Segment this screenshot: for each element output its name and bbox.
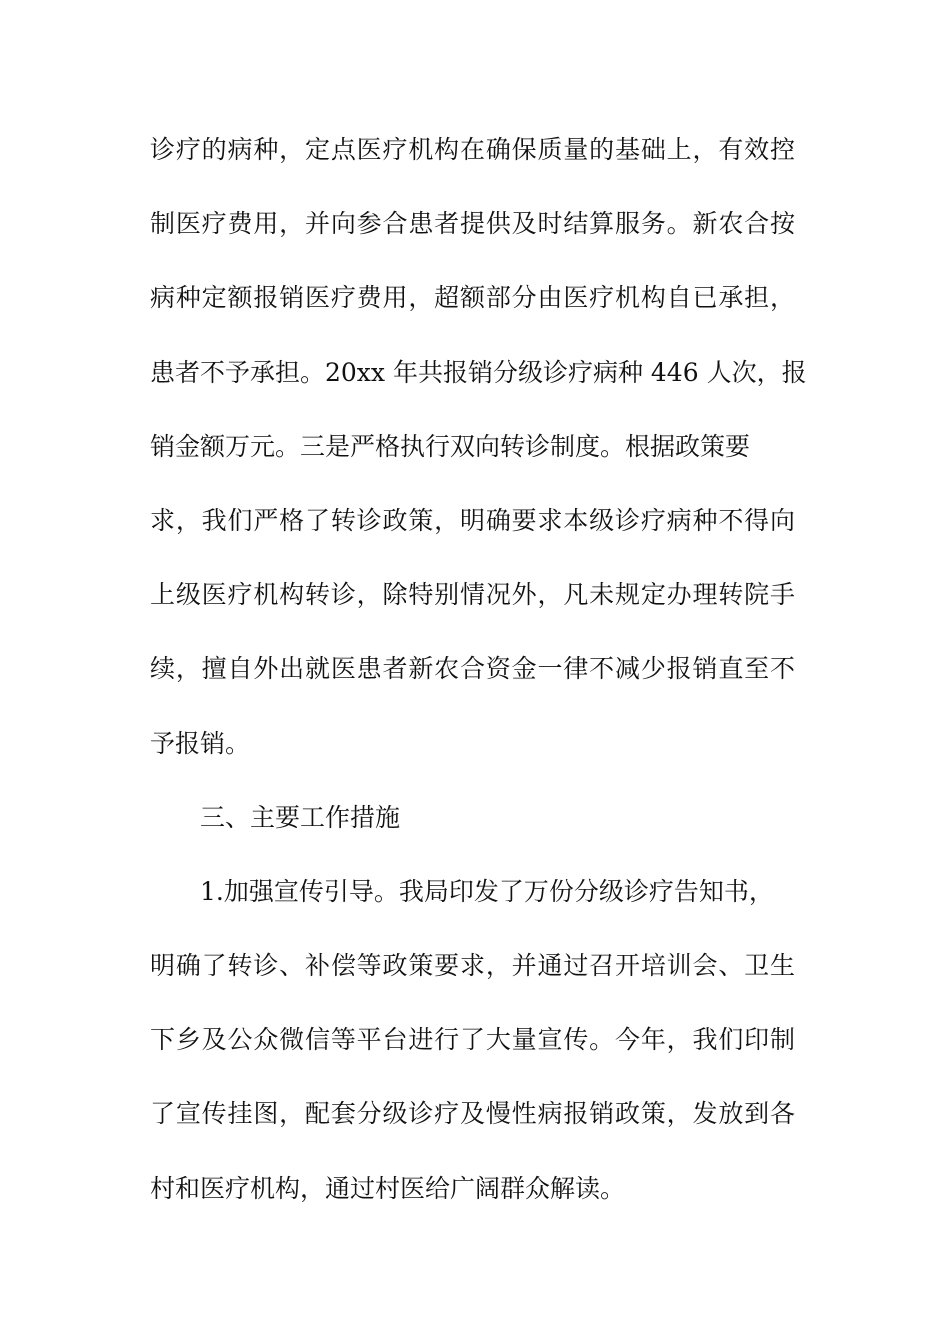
text-line: 下乡及公众微信等平台进行了大量宣传。今年，我们印制 <box>150 1025 795 1055</box>
text-line: 制医疗费用，并向参合患者提供及时结算服务。新农合按 <box>150 209 795 239</box>
text-line: 明确了转诊、补偿等政策要求，并通过召开培训会、卫生 <box>150 951 795 981</box>
text-line: 病种定额报销医疗费用，超额部分由医疗机构自已承担， <box>150 283 795 313</box>
text-line: 予报销。 <box>150 728 251 758</box>
text-line: 续，擅自外出就医患者新农合资金一律不减少报销直至不 <box>150 654 795 684</box>
text-line: 村和医疗机构，通过村医给广阔群众解读。 <box>150 1173 626 1203</box>
text-line: 诊疗的病种，定点医疗机构在确保质量的基础上，有效控 <box>150 135 795 164</box>
text-line: 了宣传挂图，配套分级诊疗及慢性病报销政策，发放到各 <box>150 1099 795 1129</box>
document-body <box>150 122 807 1235</box>
section-heading: 三、主要工作措施 <box>200 802 401 832</box>
text-line: 患者不予承担。20xx 年共报销分级诊疗病种 446 人次，报 <box>150 357 807 387</box>
text-line: 求，我们严格了转诊政策，明确要求本级诊疗病种不得向 <box>150 505 795 535</box>
text-line: 1.加强宣传引导。我局印发了万份分级诊疗告知书， <box>200 876 774 906</box>
text-line: 销金额万元。三是严格执行双向转诊制度。根据政策要 <box>150 431 751 461</box>
text-line: 上级医疗机构转诊，除特别情况外，凡未规定办理转院手 <box>150 580 795 610</box>
